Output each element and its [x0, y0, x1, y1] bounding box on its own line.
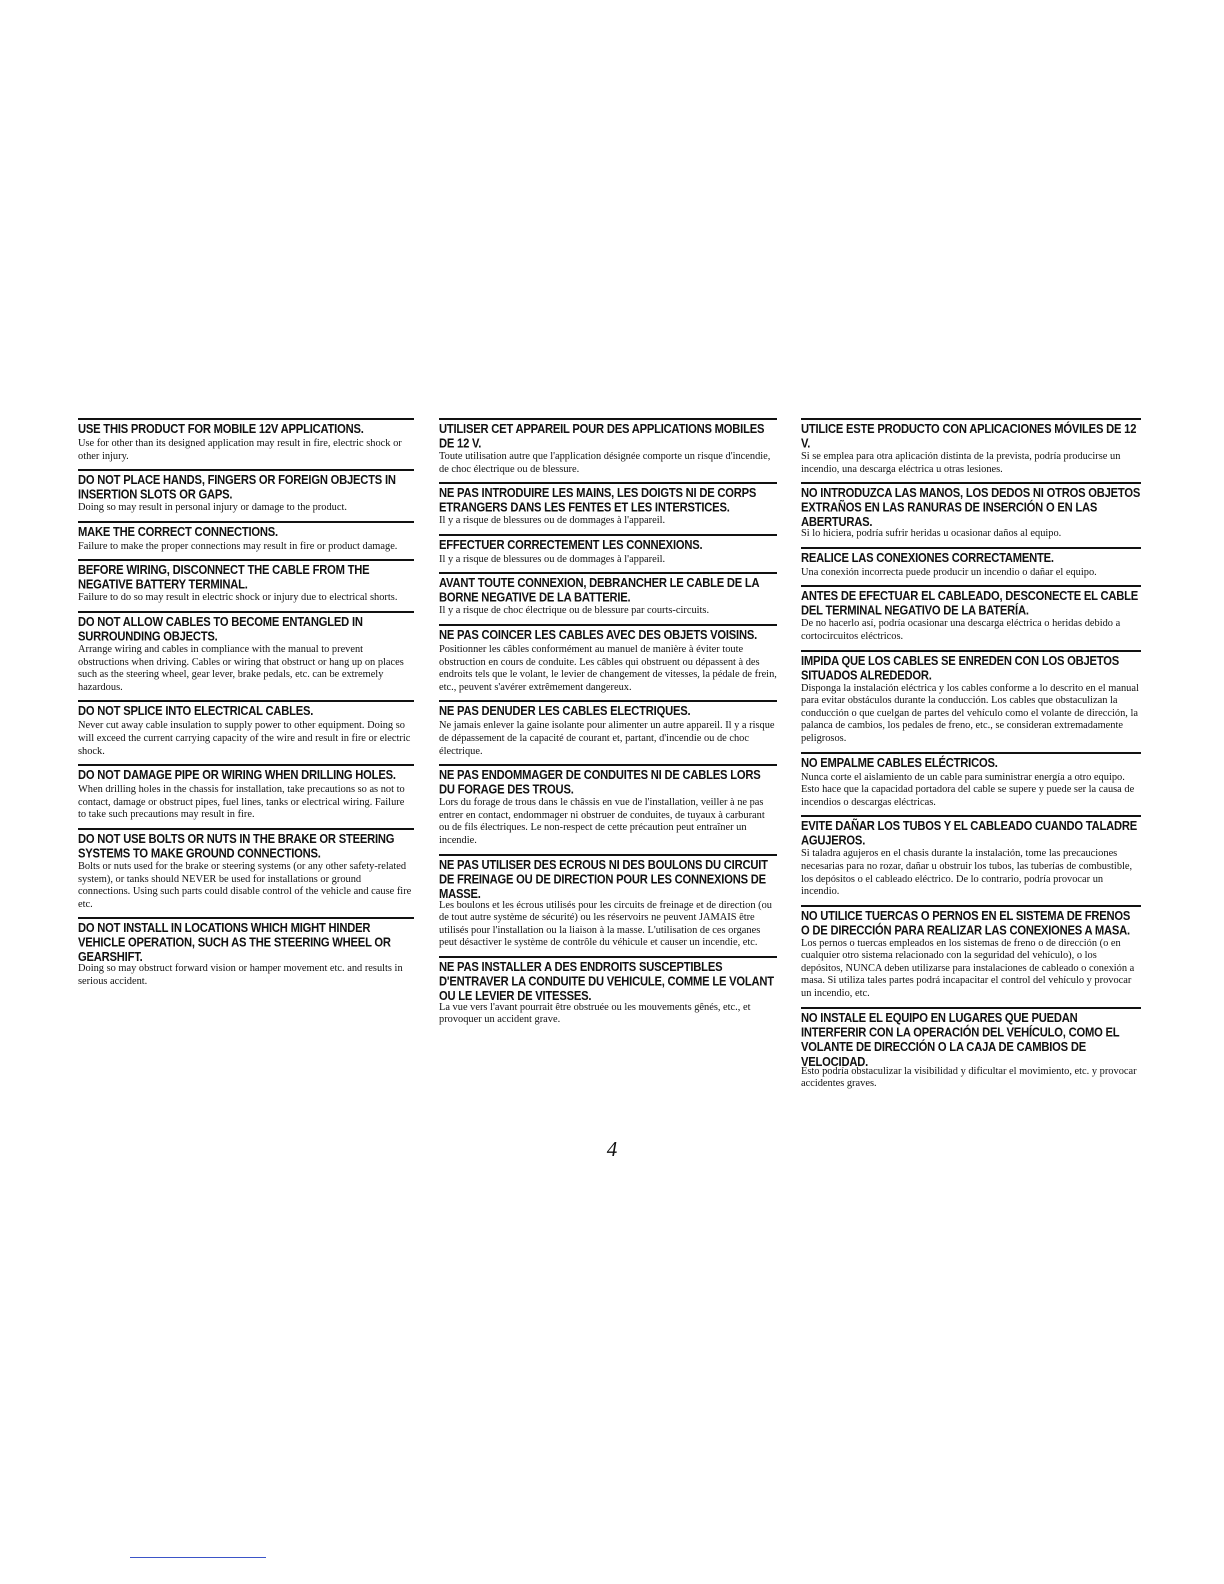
- warning-title: NO INTRODUZCA LAS MANOS, LOS DEDOS NI OTROS OBJETOS EXTRAÑOS EN LAS RANURAS DE INSERCIÓN O EN LAS ABERTURAS.: [801, 487, 1141, 530]
- warning-block: [78, 521, 414, 554]
- warning-body: Les boulons et les écrous utilisés pour les circuits de freinage et de direction (ou de tout autre système de sécurité) ou les réservoirs ne peuvent JAMAIS être utilisés pour l'installation ou la liaison à la masse. L'utilisation de ces organes peut désactiver le système de contrôle du véhicule et causer un incendie, etc.: [439, 899, 772, 949]
- spanish-column: [801, 418, 1141, 1097]
- warning-body: Toute utilisation autre que l'application désignée comporte un risque d'incendie, de choc électrique ou de blessure.: [439, 451, 771, 475]
- warning-title: EFFECTUER CORRECTEMENT LES CONNEXIONS.: [439, 538, 703, 553]
- warning-block: [439, 854, 777, 950]
- warning-body: Ne jamais enlever la gaine isolante pour alimenter un autre appareil. Il y a risque de dépassement de la capacité de courant et, partant, d'incendie ou de choc électrique.: [439, 720, 775, 757]
- warning-title: ANTES DE EFECTUAR EL CABLEADO, DESCONECTE EL CABLE DEL TERMINAL NEGATIVO DE LA BATERÍA.: [801, 590, 1139, 619]
- warning-title: NO INSTALE EL EQUIPO EN LUGARES QUE PUEDAN INTERFERIR CON LA OPERACIÓN DEL VEHÍCULO, COMO EL VOLANTE DE DIRECCIÓN O LA CAJA DE CAMBIOS DE VELOCIDAD.: [801, 1011, 1120, 1069]
- warning-body: Doing so may obstruct forward vision or hamper movement etc. and results in serious accident.: [78, 963, 403, 987]
- warning-title: NE PAS ENDOMMAGER DE CONDUITES NI DE CABLES LORS DU FORAGE DES TROUS.: [439, 769, 761, 798]
- warning-body: La vue vers l'avant pourrait être obstruée ou les mouvements gênés, etc., et provoquer un accident grave.: [439, 1001, 751, 1026]
- warning-block: [439, 624, 777, 694]
- warning-body: Bolts or nuts used for the brake or steering systems (or any other safety-related system), or tanks should NEVER be used for installations or ground connections. Using such parts could disable control of the vehicle and cause fire etc.: [78, 860, 412, 910]
- warning-block: [439, 700, 777, 758]
- warning-title: NE PAS DENUDER LES CABLES ELECTRIQUES.: [439, 705, 691, 719]
- warning-body: Il y a risque de blessures ou de dommages à l'appareil.: [439, 515, 666, 527]
- warning-title: DO NOT PLACE HANDS, FINGERS OR FOREIGN OBJECTS IN INSERTION SLOTS OR GAPS.: [78, 474, 396, 503]
- warning-block: [801, 752, 1141, 810]
- warning-body: Esto podría obstaculizar la visibilidad y dificultar el movimiento, etc. y provocar accidentes graves.: [801, 1065, 1137, 1090]
- warning-block: [801, 482, 1141, 541]
- warning-title: DO NOT DAMAGE PIPE OR WIRING WHEN DRILLING HOLES.: [78, 769, 396, 783]
- warning-title: DO NOT SPLICE INTO ELECTRICAL CABLES.: [78, 705, 314, 719]
- warning-title: DO NOT ALLOW CABLES TO BECOME ENTANGLED IN SURROUNDING OBJECTS.: [78, 615, 363, 644]
- page-number: 4: [606, 1137, 618, 1161]
- warning-block: [801, 650, 1141, 746]
- warning-title: NO EMPALME CABLES ELÉCTRICOS.: [801, 756, 998, 770]
- warning-block: [78, 418, 414, 463]
- warning-block: [78, 700, 414, 758]
- warning-title: DO NOT INSTALL IN LOCATIONS WHICH MIGHT HINDER VEHICLE OPERATION, SUCH AS THE STEERING WHEEL OR GEARSHIFT.: [78, 922, 391, 965]
- warning-title: IMPIDA QUE LOS CABLES SE ENREDEN CON LOS OBJETOS SITUADOS ALREDEDOR.: [801, 654, 1119, 683]
- french-column: [439, 418, 777, 1033]
- warning-body: Los pernos o tuercas empleados en los sistemas de freno o de dirección (o en cualquier otro sistema relacionado con la seguridad del vehículo), o los depósitos, NUNCA deben utilizarse para instalaciones de cableado o conexión a masa. Si utiliza tales partes podrá incapacitar el control del vehículo y provocar un incendio, etc.: [801, 937, 1135, 1000]
- warning-block: [801, 418, 1141, 476]
- warning-body: Il y a risque de blessures ou de dommages à l'appareil.: [439, 553, 666, 565]
- warning-title: USE THIS PRODUCT FOR MOBILE 12V APPLICATIONS.: [78, 423, 364, 437]
- warning-title: AVANT TOUTE CONNEXION, DEBRANCHER LE CABLE DE LA BORNE NEGATIVE DE LA BATTERIE.: [439, 577, 760, 606]
- warning-title: NE PAS INTRODUIRE LES MAINS, LES DOIGTS NI DE CORPS ETRANGERS DANS LES FENTES ET LES INTERSTICES.: [439, 487, 757, 516]
- warning-block: [801, 1007, 1141, 1091]
- warning-body: When drilling holes in the chassis for installation, take precautions so as not to contact, damage or obstruct pipes, fuel lines, tanks or electrical wiring. Failure to take such precautions may result in fire.: [78, 784, 405, 821]
- warning-title: NE PAS COINCER LES CABLES AVEC DES OBJETS VOISINS.: [439, 628, 758, 643]
- warning-body: Use for other than its designed application may result in fire, electric shock or other injury.: [78, 438, 402, 462]
- warning-block: [78, 559, 414, 605]
- warning-title: MAKE THE CORRECT CONNECTIONS.: [78, 525, 278, 540]
- warning-block: [78, 917, 414, 988]
- warning-title: NE PAS UTILISER DES ECROUS NI DES BOULONS DU CIRCUIT DE FREINAGE OU DE DIRECTION POUR LES CONNEXIONS DE MASSE.: [439, 858, 768, 902]
- warning-block: [78, 469, 414, 515]
- warning-body: Arrange wiring and cables in compliance with the manual to prevent obstructions when driving. Cables or wiring that obstruct or hang up on places such as the steering wheel, gear lever, brake pedals, etc. can be extremely hazardous.: [78, 643, 404, 693]
- warning-title: UTILICE ESTE PRODUCTO CON APLICACIONES MÓVILES DE 12 V.: [801, 423, 1137, 451]
- warning-body: Il y a risque de choc électrique ou de blessure par courts-circuits.: [439, 605, 710, 617]
- warning-block: [439, 482, 777, 528]
- warning-title: UTILISER CET APPAREIL POUR DES APPLICATIONS MOBILES DE 12 V.: [439, 423, 765, 451]
- warning-block: [801, 905, 1141, 1001]
- warning-body: Una conexión incorrecta puede producir un incendio o dañar el equipo.: [801, 566, 1097, 578]
- warning-body: Nunca corte el aislamiento de un cable para suministrar energía a otro equipo. Esto hace que la capacidad portadora del cable se supere y puede ser la causa de incendios o descargas eléctricas.: [801, 771, 1135, 808]
- warning-block: [78, 611, 414, 694]
- warning-block: [801, 815, 1141, 898]
- warning-body: Si se emplea para otra aplicación distinta de la prevista, podría producirse un incendio, una descarga eléctrica u otras lesiones.: [801, 451, 1121, 475]
- warning-body: Si lo hiciera, podría sufrir heridas u ocasionar daños al equipo.: [801, 528, 1062, 540]
- warning-block: [78, 764, 414, 822]
- warning-body: Doing so may result in personal injury or damage to the product.: [78, 502, 347, 514]
- warning-body: Lors du forage de trous dans le châssis en vue de l'installation, veiller à ne pas entrer en contact, endommager ni obstruer de conduites, de tuyaux à carburant ou de fils électriques. Le non-respect de cette précaution peut entraîner un incendie.: [439, 797, 765, 846]
- warning-body: Failure to make the proper connections may result in fire or product damage.: [78, 540, 398, 552]
- warning-title: DO NOT USE BOLTS OR NUTS IN THE BRAKE OR STEERING SYSTEMS TO MAKE GROUND CONNECTIONS.: [78, 832, 395, 861]
- warning-block: [439, 418, 777, 476]
- warning-block: [439, 534, 777, 567]
- warning-block: [439, 764, 777, 847]
- warning-block: [439, 572, 777, 618]
- warning-block: [801, 585, 1141, 643]
- warning-block: [801, 547, 1141, 580]
- warning-body: Disponga la instalación eléctrica y los cables conforme a lo descrito en el manual para evitar obstáculos durante la conducción. Los cables que obstaculizan la conducción o que cuelgan de partes del vehículo como el volante de dirección, la palanca de cambios, los pedales de freno, etc., se consideran extremadamente peligrosos.: [801, 682, 1139, 744]
- footnote-rule: [130, 1557, 266, 1558]
- warning-body: Failure to do so may result in electric shock or injury due to electrical shorts.: [78, 592, 398, 604]
- warning-block: [439, 956, 777, 1027]
- warning-title: BEFORE WIRING, DISCONNECT THE CABLE FROM THE NEGATIVE BATTERY TERMINAL.: [78, 564, 370, 593]
- warning-title: EVITE DAÑAR LOS TUBOS Y EL CABLEADO CUANDO TALADRE AGUJEROS.: [801, 820, 1138, 849]
- warning-block: [78, 828, 414, 911]
- warning-title: NE PAS INSTALLER A DES ENDROITS SUSCEPTIBLES D'ENTRAVER LA CONDUITE DU VEHICULE, COMME LE VOLANT OU LE LEVIER DE VITESSES.: [439, 960, 774, 1004]
- warning-body: Positionner les câbles conformément au manuel de manière à éviter toute obstruction en cours de conduite. Les câbles qui obstruent ou dépassent à des endroits tels que le volant, le levier de changement de vitesses, la pédale de frein, etc., peuvent s'avérer extrêmement dangereux.: [439, 643, 777, 693]
- warning-body: Si taladra agujeros en el chasis durante la instalación, tome las precauciones necesarias para no rozar, dañar u obstruir los tubos, las tuberías de combustible, los depósitos o el cableado eléctrico. De lo contrario, podría provocar un incendio.: [801, 848, 1133, 898]
- warning-title: NO UTILICE TUERCAS O PERNOS EN EL SISTEMA DE FRENOS O DE DIRECCIÓN PARA REALIZAR LAS CONEXIONES A MASA.: [801, 909, 1131, 938]
- warning-body: Never cut away cable insulation to supply power to other equipment. Doing so will exceed the current carrying capacity of the wire and result in fire or electric shock.: [78, 720, 411, 757]
- warning-title: REALICE LAS CONEXIONES CORRECTAMENTE.: [801, 551, 1054, 566]
- english-column: [78, 418, 414, 994]
- warning-body: De no hacerlo así, podría ocasionar una descarga eléctrica o heridas debido a cortocircuitos eléctricos.: [801, 618, 1121, 642]
